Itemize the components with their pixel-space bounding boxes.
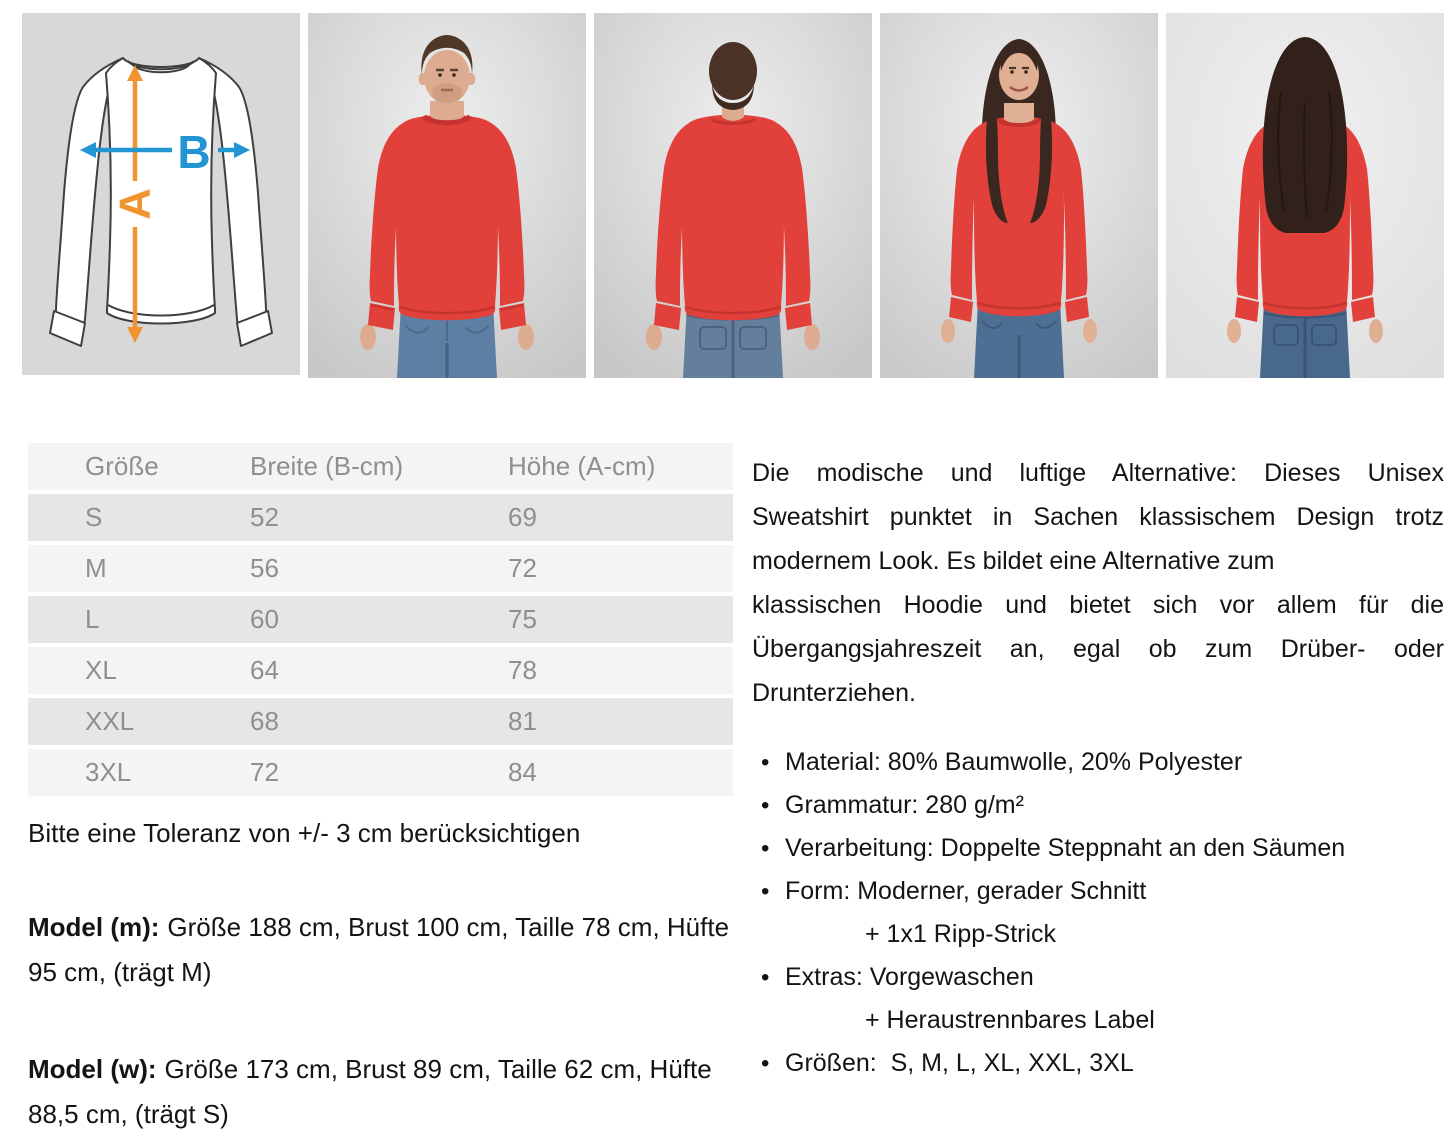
- table-cell: S: [28, 492, 250, 543]
- sweatshirt-measure-diagram: [22, 13, 300, 378]
- table-row: [28, 645, 733, 696]
- product-image-row: [0, 0, 1445, 378]
- size-diagram-image: [22, 13, 300, 378]
- size-table: [28, 443, 733, 800]
- feature-item-text: • Verarbeitung: Doppelte Steppnaht an den Säumen: [785, 834, 1346, 862]
- table-cell: XL: [28, 645, 250, 696]
- column-header-width: Breite (B-cm): [250, 443, 508, 492]
- table-row: [28, 696, 733, 747]
- description-column: [752, 443, 1444, 1137]
- column-header-size: Größe: [28, 443, 250, 492]
- description-line: Die modische und luftige Alternative: Dieses Unisex: [752, 459, 1444, 487]
- man-back-illustration: [594, 13, 872, 378]
- table-cell: 68: [250, 696, 508, 747]
- woman-front-illustration: [880, 13, 1158, 378]
- description-line: klassischen Hoodie und bietet sich vor allem für die: [752, 591, 1444, 619]
- table-row: [28, 747, 733, 798]
- detail-section: [0, 443, 1445, 1137]
- feature-item-text: • Extras: Vorgewaschen: [785, 963, 1034, 991]
- feature-item-continuation: + Heraustrennbares Label: [865, 1006, 1155, 1034]
- feature-item: [752, 784, 1444, 827]
- width-label: B: [177, 126, 211, 178]
- description-line: Drunterziehen.: [752, 679, 916, 707]
- model-m-info: [28, 905, 730, 995]
- table-cell: 69: [508, 492, 733, 543]
- table-cell: XXL: [28, 696, 250, 747]
- table-cell: 56: [250, 543, 508, 594]
- photo-woman-back: [1166, 13, 1444, 378]
- table-cell: 72: [508, 543, 733, 594]
- table-cell: M: [28, 543, 250, 594]
- feature-item-continuation: + 1x1 Ripp-Strick: [865, 920, 1057, 948]
- table-cell: L: [28, 594, 250, 645]
- man-front-illustration: [308, 13, 586, 378]
- feature-item: [752, 1042, 1444, 1085]
- description-line: Übergangsjahreszeit an, egal ob zum Drüber- oder: [752, 635, 1444, 663]
- table-row: [28, 492, 733, 543]
- feature-item: [752, 870, 1444, 956]
- table-cell: 78: [508, 645, 733, 696]
- feature-item: [752, 741, 1444, 784]
- feature-item: [752, 827, 1444, 870]
- size-table-header: [28, 443, 733, 492]
- table-cell: 64: [250, 645, 508, 696]
- photo-woman-front: [880, 13, 1158, 378]
- table-cell: 52: [250, 492, 508, 543]
- feature-item-text: • Grammatur: 280 g/m²: [785, 791, 1024, 819]
- feature-item-text: • Größen: S, M, L, XL, XXL, 3XL: [785, 1049, 1134, 1077]
- table-row: [28, 594, 733, 645]
- table-cell: 72: [250, 747, 508, 798]
- height-label: A: [110, 188, 160, 220]
- model-m-label: Model (m):: [28, 912, 160, 942]
- table-cell: 81: [508, 696, 733, 747]
- feature-item-text: • Form: Moderner, gerader Schnitt: [785, 877, 1147, 905]
- photo-man-back: [594, 13, 872, 378]
- size-info-column: [28, 443, 738, 1137]
- feature-item: [752, 956, 1444, 1042]
- feature-list: [752, 741, 1444, 1085]
- product-description: [752, 451, 1444, 715]
- model-w-measurements: Größe 173 cm, Brust 89 cm, Taille 62 cm, Hüfte 88,5 cm, (trägt S): [28, 1054, 712, 1129]
- description-line: Sweatshirt punktet in Sachen klassischem Design trotz: [752, 503, 1444, 531]
- tolerance-note: Bitte eine Toleranz von +/- 3 cm berücksichtigen: [28, 818, 581, 848]
- model-w-label: Model (w):: [28, 1054, 157, 1084]
- table-cell: 84: [508, 747, 733, 798]
- table-cell: 3XL: [28, 747, 250, 798]
- model-m-measurements: Größe 188 cm, Brust 100 cm, Taille 78 cm, Hüfte 95 cm, (trägt M): [28, 912, 730, 987]
- table-cell: 60: [250, 594, 508, 645]
- description-line: modernem Look. Es bildet eine Alternative zum: [752, 547, 1275, 575]
- feature-item-text: • Material: 80% Baumwolle, 20% Polyester: [785, 748, 1243, 776]
- photo-man-front: [308, 13, 586, 378]
- woman-back-illustration: [1166, 13, 1444, 378]
- model-w-info: [28, 1047, 730, 1137]
- table-row: [28, 543, 733, 594]
- size-table-body: [28, 492, 733, 798]
- table-cell: 75: [508, 594, 733, 645]
- column-header-height: Höhe (A-cm): [508, 443, 733, 492]
